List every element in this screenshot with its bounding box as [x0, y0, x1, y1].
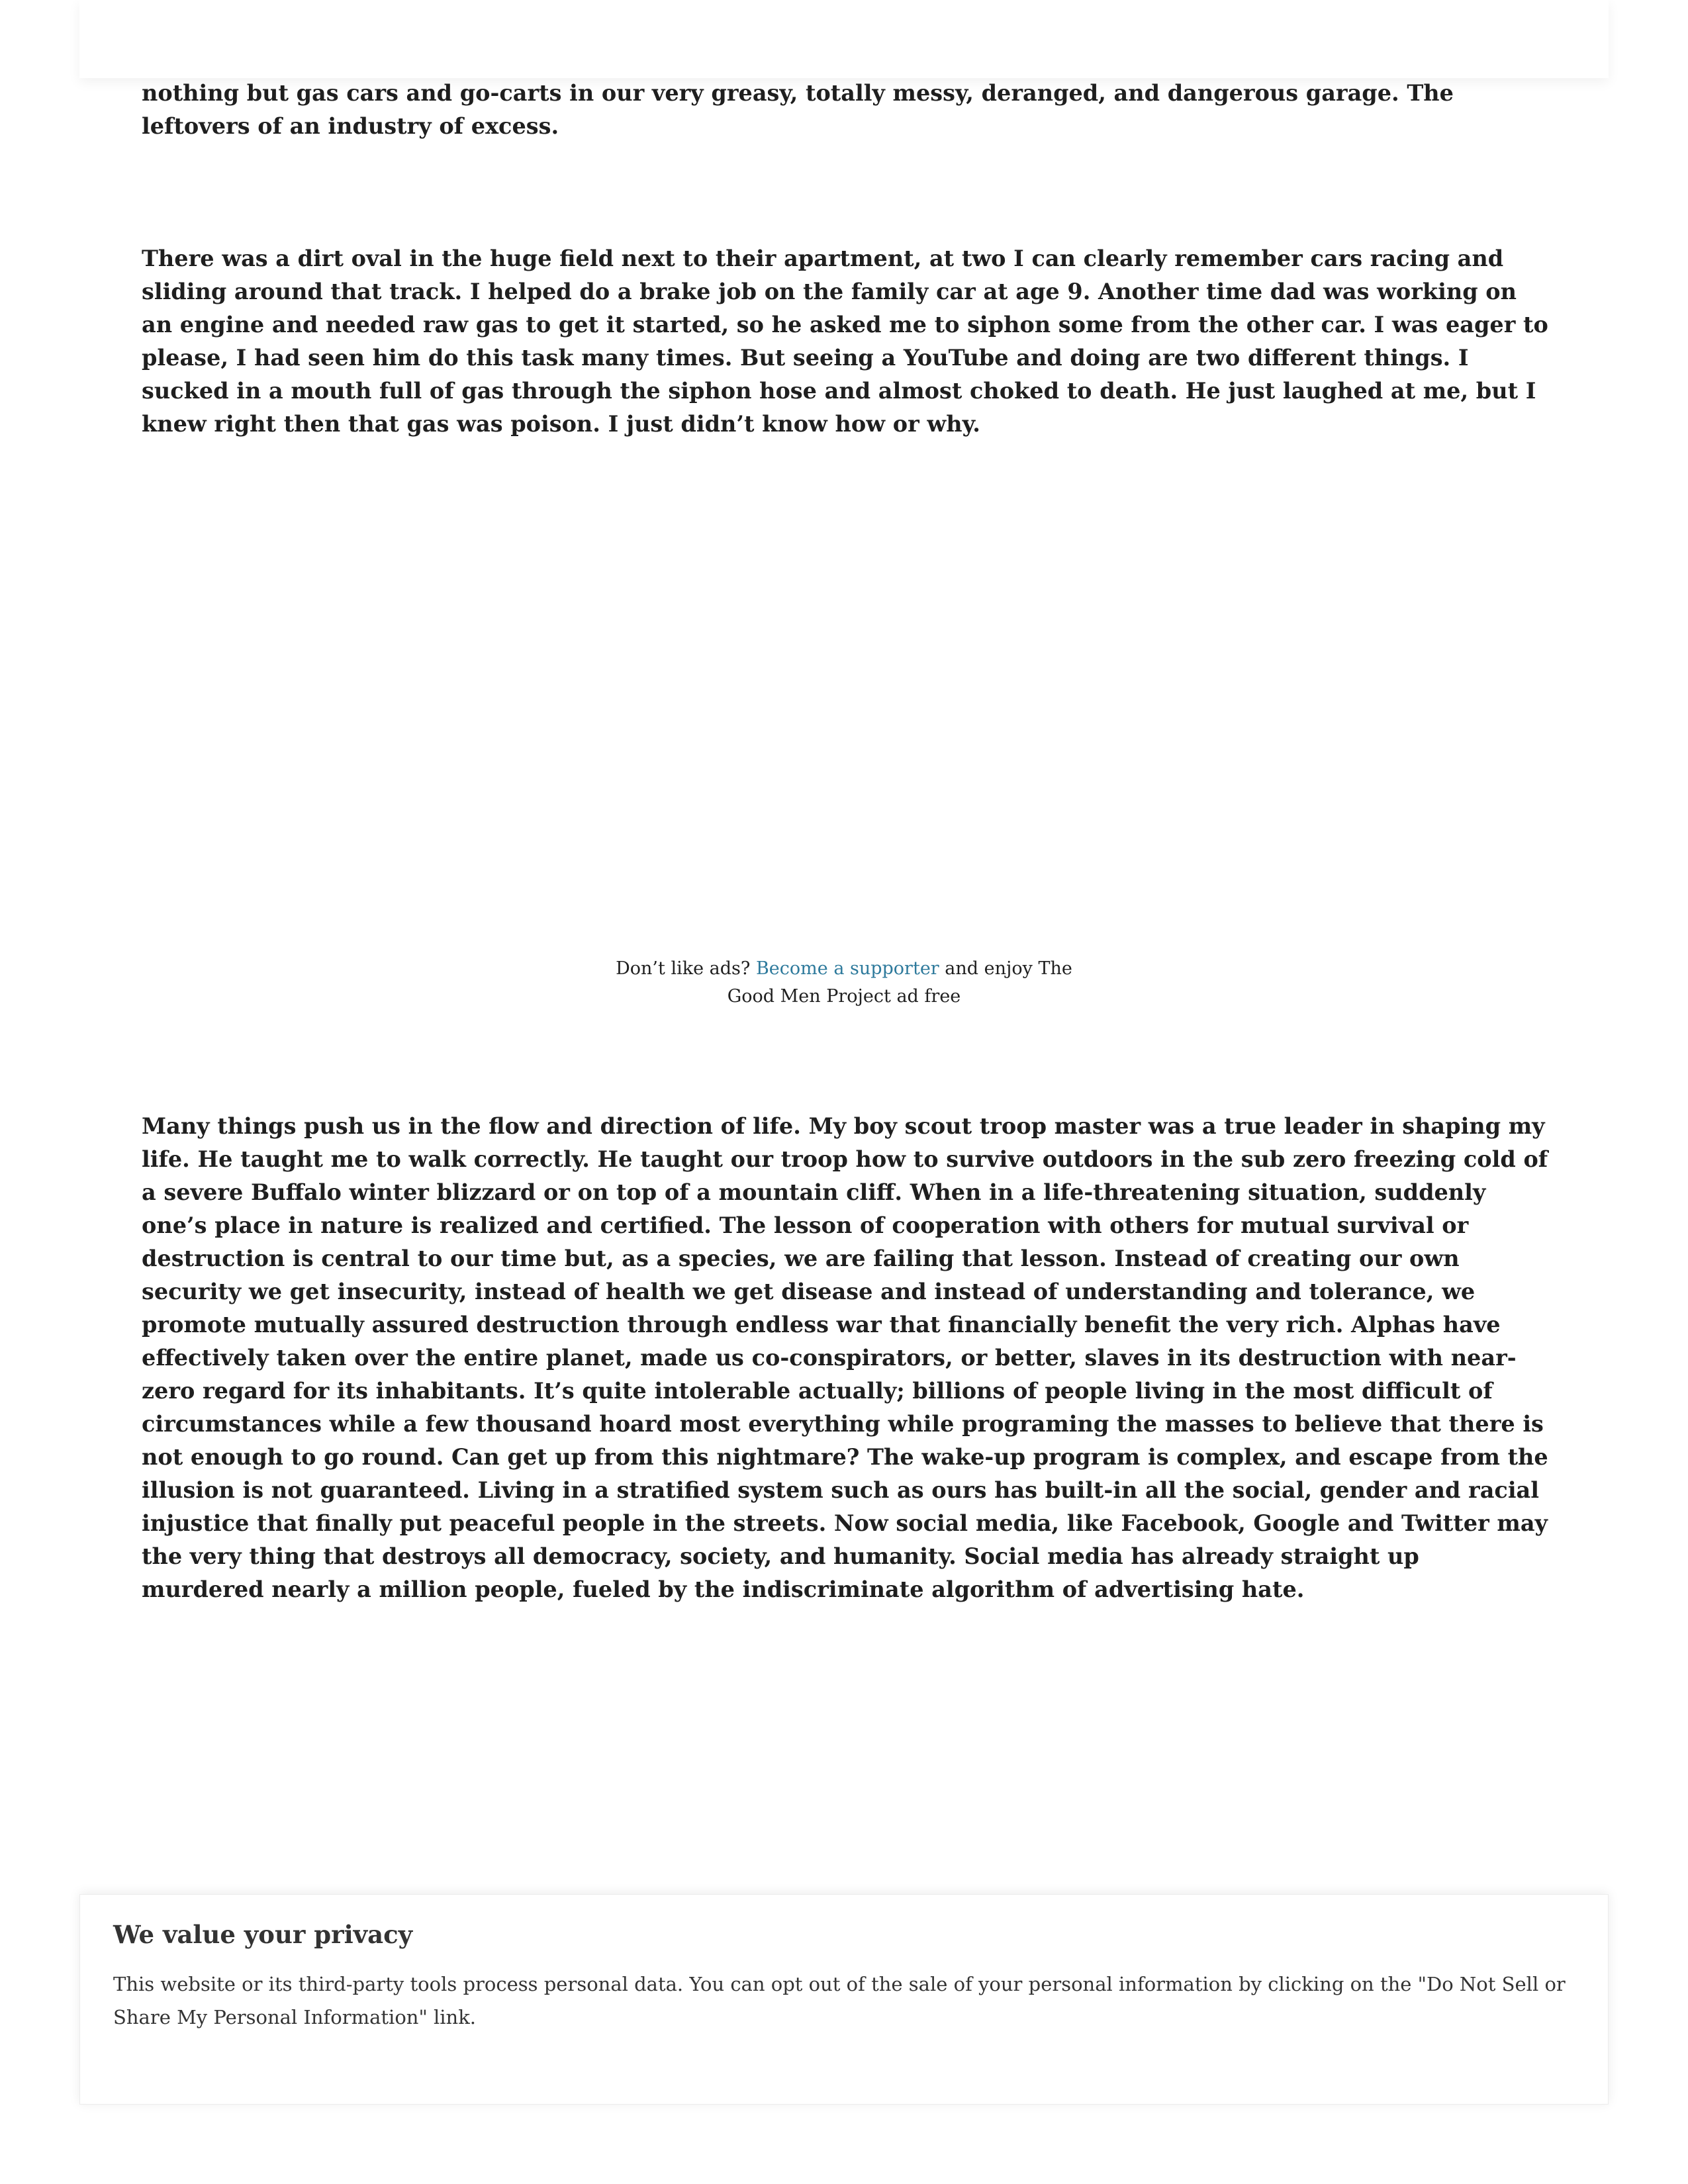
article-paragraph: There was a dirt oval in the huge field next to their apartment, at two I can clearly remember cars racing and sliding around that track. I helped do a brake job on the family car at age 9. Another time dad was working on an engine and needed raw gas to get it started, so he asked me to siphon some from the other car. I was eager to please, I had seen him do this task many times. But seeing a YouTube and doing are two different things. I sucked in a mouth full of gas through the siphon hose and almost choked to death. He just laughed at me, but I knew right then that gas was poison. I just didn’t know how or why. — [142, 246, 1548, 437]
ad-free-note — [596, 955, 1092, 1011]
article-paragraph: nothing but gas cars and go-carts in our very greasy, totally messy, deranged, and dangerous garage. The leftovers of an industry of excess. — [142, 80, 1454, 139]
privacy-title: We value your privacy — [113, 1920, 413, 1949]
privacy-text: This website or its third-party tools process personal data. You can opt out of the sale of your personal information by clicking on the "Do Not Sell or Share My Personal Information" link. — [113, 1973, 1566, 2028]
become-supporter-link[interactable]: Become a supporter — [755, 958, 939, 979]
ad-note-prefix: Don’t like ads? — [616, 958, 751, 979]
ad-slot — [142, 1562, 1548, 1880]
site-header-bar — [79, 0, 1609, 78]
ad-note-suffix: and enjoy The Good Men Project ad free — [727, 958, 1072, 1007]
ad-slot — [142, 437, 1548, 927]
article-paragraph: Many things push us in the flow and direction of life. My boy scout troop master was a true leader in shaping my life. He taught me to walk correctly. He taught our troop how to survive outdoors in the sub zero freezing cold of a severe Buffalo winter blizzard or on top of a mountain cliff. When in a life-threatening situation, suddenly one’s place in nature is realized and certified. The lesson of cooperation with others for mutual survival or destruction is central to our time but, as a species, we are failing that lesson. Instead of creating our own security we get insecurity, instead of health we get disease and instead of understanding and tolerance, we promote mutually assured destruction through endless war that financially benefit the very rich. Alphas have effectively taken over the entire planet, made us co-conspirators, or better, slaves in its destruction with near-zero regard for its inhabitants. It’s quite intolerable actually; billions of people living in the most difficult of circumstances while a few thousand hoard most everything while programing the masses to believe that there is not enough to go round. Can get up from this nightmare? The wake-up program is complex, and escape from the illusion is not guaranteed. Living in a stratified system such as ours has built-in all the social, gender and racial injustice that finally put peaceful people in the streets. Now social media, like Facebook, Google and Twitter may the very thing that destroys all democracy, society, and humanity. Social media has already straight up murdered nearly a million people, fueled by the indiscriminate algorithm of advertising hate. — [142, 1113, 1548, 1602]
privacy-banner — [79, 1894, 1609, 2105]
